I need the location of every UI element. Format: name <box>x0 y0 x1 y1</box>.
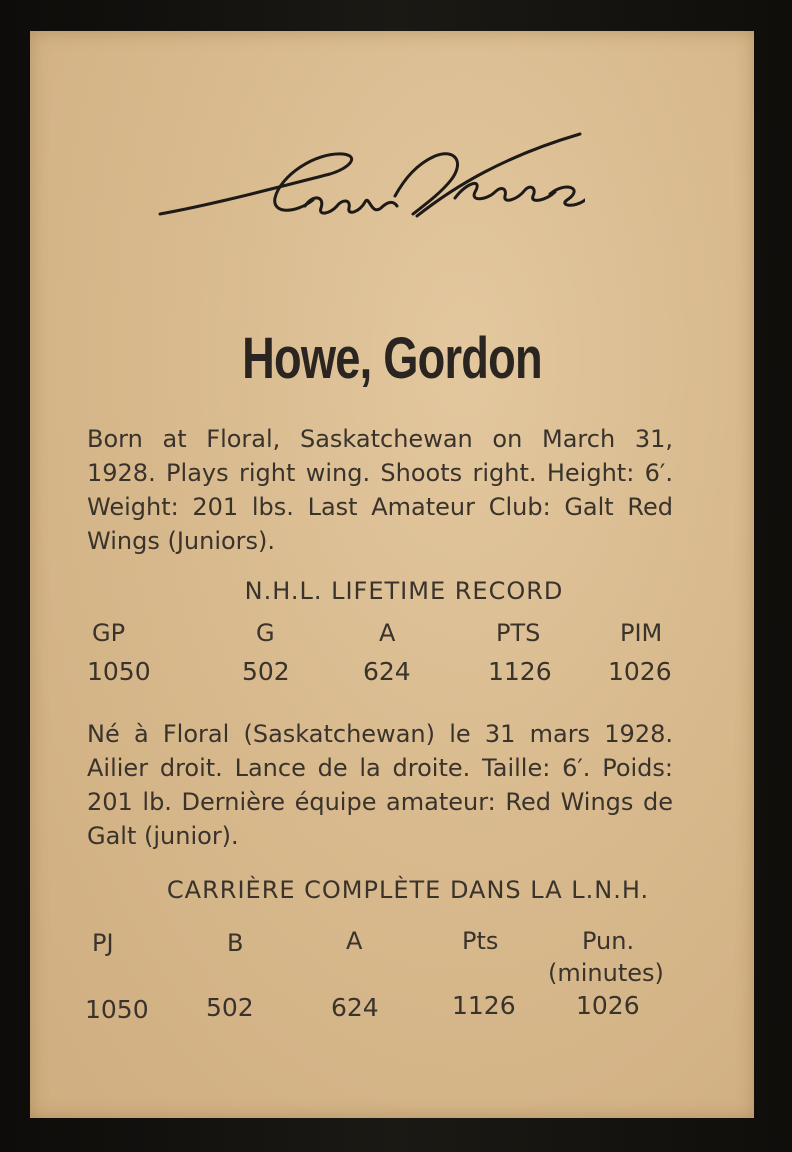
value-a-fr: 624 <box>331 993 379 1022</box>
header-pts: PTS <box>496 619 541 647</box>
bio-english: Born at Floral, Saskatchewan on March 31, 1928. Plays right wing. Shoots right. Height: 6′. Weight: 201 lbs. Last Amateur Club: Galt Red Wings (Juniors). <box>87 425 673 555</box>
value-pts: 1126 <box>488 657 552 686</box>
header-g: G <box>256 619 275 647</box>
bio-french: Né à Floral (Saskatchewan) le 31 mars 1928. Ailier droit. Lance de la droite. Taille: 6′. Poids: 201 lb. Dernière équipe amateur: Red Wings de Galt (junior). <box>87 720 673 850</box>
value-pun: 1026 <box>576 991 640 1020</box>
header-pun: Pun. <box>582 927 635 955</box>
header-pts-fr: Pts <box>462 927 499 955</box>
value-a: 624 <box>363 657 411 686</box>
header-a-fr: A <box>346 927 363 955</box>
header-gp: GP <box>92 619 126 647</box>
record-title-english: N.H.L. LIFETIME RECORD <box>244 577 564 605</box>
header-pun-sub: (minutes) <box>548 959 664 987</box>
value-g: 502 <box>242 657 290 686</box>
value-pts-fr: 1126 <box>452 991 516 1020</box>
value-gp: 1050 <box>87 657 151 686</box>
player-name: Howe, Gordon <box>242 326 542 391</box>
header-pj: PJ <box>92 929 114 957</box>
header-b: B <box>227 929 244 957</box>
header-a: A <box>379 619 396 647</box>
value-pim: 1026 <box>608 657 672 686</box>
header-pim: PIM <box>620 619 663 647</box>
record-title-french: CARRIÈRE COMPLÈTE DANS LA L.N.H. <box>166 876 650 904</box>
autograph-signature <box>155 126 585 236</box>
value-b: 502 <box>206 993 254 1022</box>
value-pj: 1050 <box>85 995 149 1024</box>
trading-card-back <box>30 31 754 1118</box>
